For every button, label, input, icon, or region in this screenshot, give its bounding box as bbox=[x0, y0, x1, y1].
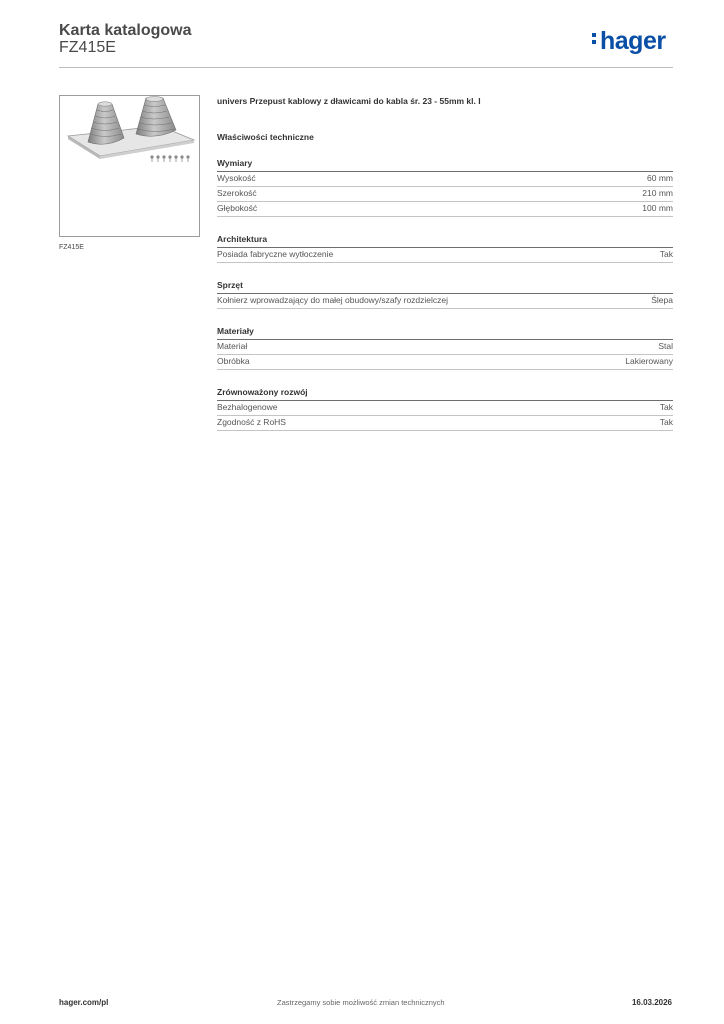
image-caption: FZ415E bbox=[59, 244, 84, 251]
logo-mark-icon bbox=[592, 30, 597, 47]
section-dimensions bbox=[217, 157, 673, 217]
section-title: Sprzęt bbox=[217, 279, 673, 294]
section-sustainability bbox=[217, 386, 673, 431]
spec-value: Stal bbox=[658, 341, 673, 351]
spec-row bbox=[217, 401, 673, 416]
section-equipment bbox=[217, 279, 673, 309]
section-title: Materiały bbox=[217, 325, 673, 340]
spec-value: 60 mm bbox=[647, 173, 673, 183]
spec-value: Ślepa bbox=[651, 295, 673, 305]
spec-label: Kołnierz wprowadzający do małej obudowy/szafy rozdzielczej bbox=[217, 295, 449, 305]
spec-value: Tak bbox=[659, 417, 673, 427]
spec-row bbox=[217, 294, 673, 309]
spec-value: Tak bbox=[659, 249, 673, 259]
spec-value: 100 mm bbox=[642, 203, 673, 213]
spec-row bbox=[217, 248, 673, 263]
header-divider bbox=[59, 67, 673, 68]
section-title: Architektura bbox=[217, 233, 673, 248]
spec-value: Tak bbox=[659, 402, 673, 412]
footer-date: 16.03.2026 bbox=[631, 998, 672, 1007]
spec-label: Wysokość bbox=[217, 173, 256, 183]
technical-properties-heading: Właściwości techniczne bbox=[217, 132, 314, 142]
spec-label: Bezhalogenowe bbox=[217, 402, 278, 412]
spec-row bbox=[217, 340, 673, 355]
section-materials bbox=[217, 325, 673, 370]
page-title: Karta katalogowa bbox=[59, 22, 192, 39]
spec-row bbox=[217, 202, 673, 217]
section-architecture bbox=[217, 233, 673, 263]
spec-row bbox=[217, 187, 673, 202]
spec-label: Zgodność z RoHS bbox=[217, 417, 286, 427]
spec-label: Materiał bbox=[217, 341, 248, 351]
spec-row bbox=[217, 172, 673, 187]
spec-value: Lakierowany bbox=[625, 356, 673, 366]
spec-label: Posiada fabryczne wytłoczenie bbox=[217, 249, 334, 259]
spec-label: Obróbka bbox=[217, 356, 250, 366]
spec-label: Głębokość bbox=[217, 203, 258, 213]
hager-logo bbox=[592, 26, 666, 56]
cable-gland-plate-illustration bbox=[60, 96, 199, 236]
footer-website-link[interactable]: hager.com/pl bbox=[59, 998, 109, 1007]
brand-name: hager bbox=[600, 27, 666, 55]
spec-row bbox=[217, 355, 673, 370]
section-title: Wymiary bbox=[217, 157, 673, 172]
product-name: univers Przepust kablowy z dławicami do kabla śr. 23 - 55mm kl. I bbox=[217, 96, 481, 106]
product-code: FZ415E bbox=[59, 39, 116, 56]
footer-disclaimer: Zastrzegamy sobie możliwość zmian technicznych bbox=[277, 998, 445, 1007]
spec-row bbox=[217, 416, 673, 431]
product-details bbox=[217, 94, 673, 431]
section-title: Zrównoważony rozwój bbox=[217, 386, 673, 401]
product-image bbox=[59, 95, 200, 237]
spec-value: 210 mm bbox=[642, 188, 673, 198]
spec-label: Szerokość bbox=[217, 188, 257, 198]
